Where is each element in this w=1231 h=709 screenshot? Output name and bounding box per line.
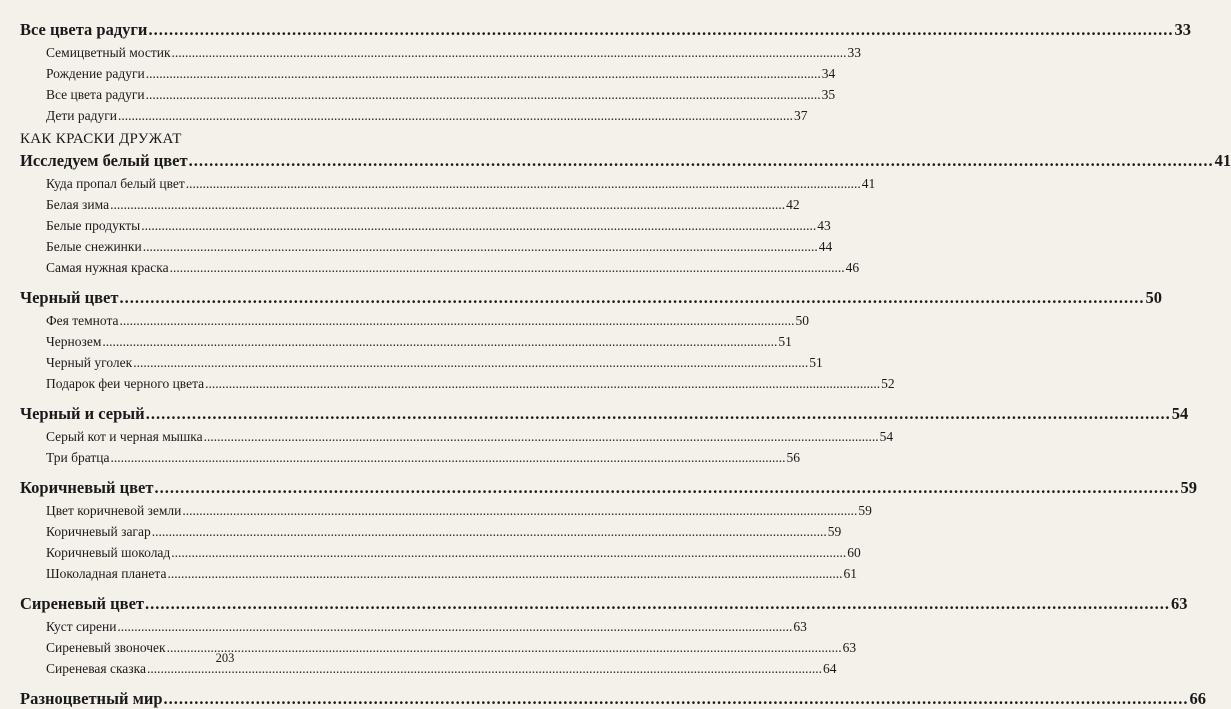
entry-title: Черный и серый — [20, 404, 145, 423]
entry-title: Чернозем — [46, 334, 102, 349]
dot-leader: ........................................................................................................................................................................................................ — [166, 640, 842, 655]
dot-leader: ........................................................................................................................................................................................................ — [185, 176, 861, 191]
entry-page-number: 63 — [793, 619, 807, 634]
entry-page-number: 54 — [879, 429, 894, 444]
entry-page-number: 66 — [1189, 689, 1207, 708]
entry-title: Самая нужная краска — [46, 260, 169, 275]
toc-sub-entry — [46, 503, 872, 519]
entry-title: Куст сирени — [46, 619, 117, 634]
toc-chapter-entry — [20, 20, 1191, 40]
entry-page-number: 63 — [1171, 594, 1188, 613]
entry-page-number: 43 — [817, 218, 831, 233]
dot-leader: ........................................................................................................................................................................................................ — [142, 239, 818, 254]
entry-title: Фея темнота — [46, 313, 119, 328]
toc-sub-entry — [46, 376, 895, 392]
entry-title: Коричневый шоколад — [46, 545, 171, 560]
entry-page-number: 59 — [827, 524, 842, 539]
dot-leader: ........................................................................................................................................................................................................ — [146, 661, 822, 676]
toc-sub-entry — [46, 313, 810, 329]
dot-leader: ........................................................................................................................................................................................................ — [133, 355, 809, 370]
entry-page-number: 42 — [786, 197, 800, 212]
toc-chapter-entry — [20, 404, 1189, 424]
dot-leader: ........................................................................................................................................................................................................ — [110, 197, 786, 212]
entry-page-number: 59 — [1180, 478, 1197, 497]
dot-leader: ........................................................................................................................................................................................................ — [171, 45, 847, 60]
entry-title: Разноцветный мир — [20, 689, 163, 708]
entry-page-number: 56 — [786, 450, 800, 465]
entry-title: Коричневый цвет — [20, 478, 154, 497]
dot-leader: ........................................................................................................................................................................................................ — [145, 66, 821, 81]
dot-leader: ........................................................................................................................................................................................................ — [205, 376, 881, 391]
toc-sub-entry — [46, 619, 807, 635]
entry-title: Семицветный мостик — [46, 45, 171, 60]
entry-title: Белые продукты — [46, 218, 141, 233]
entry-title: Шоколадная планета — [46, 566, 167, 581]
page-number: 203 — [215, 651, 235, 665]
dot-leader: ........................................................................................................................................................................................................ — [163, 689, 1189, 708]
entry-page-number: 63 — [842, 640, 857, 655]
toc-sub-entry — [46, 566, 857, 582]
entry-title: Рождение радуги — [46, 66, 145, 81]
dot-leader: ........................................................................................................................................................................................................ — [171, 545, 847, 560]
entry-page-number: 33 — [847, 45, 862, 60]
dot-leader: ........................................................................................................................................................................................................ — [154, 478, 1180, 497]
dot-leader: ........................................................................................................................................................................................................ — [119, 313, 795, 328]
toc-sub-entry — [46, 450, 800, 466]
entry-page-number: 51 — [809, 355, 823, 370]
entry-title: Исследуем белый цвет — [20, 151, 188, 170]
dot-leader: ........................................................................................................................................................................................................ — [119, 288, 1145, 307]
toc-chapter-entry — [20, 288, 1162, 308]
entry-page-number: 35 — [821, 87, 836, 102]
toc-sub-entry — [46, 429, 894, 445]
entry-title: Три братца — [46, 450, 110, 465]
toc-sub-entry — [46, 334, 792, 350]
entry-title: Сиреневый цвет — [20, 594, 145, 613]
entry-page-number: 59 — [858, 503, 872, 518]
toc-sub-entry — [46, 545, 861, 561]
toc-sub-entry — [46, 218, 831, 234]
entry-page-number: 44 — [818, 239, 833, 254]
entry-page-number: 50 — [795, 313, 810, 328]
entry-title: Черный уголек — [46, 355, 133, 370]
entry-page-number: 33 — [1174, 20, 1191, 39]
toc-sub-entry — [46, 260, 860, 276]
entry-title: Все цвета радуги — [20, 20, 148, 39]
entry-page-number: 61 — [843, 566, 857, 581]
toc-sub-entry — [46, 45, 862, 61]
entry-page-number: 46 — [845, 260, 860, 275]
entry-page-number: 51 — [778, 334, 792, 349]
entry-title: Куда пропал белый цвет — [46, 176, 185, 191]
toc-sub-entry — [46, 87, 836, 103]
dot-leader: ........................................................................................................................................................................................................ — [167, 566, 843, 581]
toc-sub-entry — [46, 239, 833, 255]
entry-page-number: 54 — [1171, 404, 1189, 423]
toc-sub-entry — [46, 524, 842, 540]
toc-sub-entry — [46, 355, 823, 371]
dot-leader: ........................................................................................................................................................................................................ — [188, 151, 1214, 170]
entry-title: Коричневый загар — [46, 524, 151, 539]
dot-leader: ........................................................................................................................................................................................................ — [203, 429, 879, 444]
entry-page-number: 41 — [1214, 151, 1231, 170]
dot-leader: ........................................................................................................................................................................................................ — [102, 334, 778, 349]
entry-page-number: 64 — [822, 661, 837, 676]
entry-title: Все цвета радуги — [46, 87, 145, 102]
dot-leader: ........................................................................................................................................................................................................ — [169, 260, 845, 275]
entry-title: Белая зима — [46, 197, 110, 212]
section-heading: КАК КРАСКИ ДРУЖАТ — [20, 131, 182, 147]
entry-page-number: 41 — [861, 176, 876, 191]
dot-leader: ........................................................................................................................................................................................................ — [151, 524, 827, 539]
entry-title: Сиреневая сказка — [46, 661, 146, 676]
toc-chapter-entry — [20, 689, 1207, 709]
toc-sub-entry — [46, 108, 808, 124]
entry-page-number: 52 — [881, 376, 895, 391]
entry-title: Сиреневый звоночек — [46, 640, 166, 655]
dot-leader: ........................................................................................................................................................................................................ — [117, 619, 793, 634]
toc-chapter-entry — [20, 594, 1188, 614]
entry-title: Белые снежинки — [46, 239, 142, 254]
entry-page-number: 50 — [1145, 288, 1162, 307]
toc-chapter-entry — [20, 478, 1197, 498]
toc-sub-entry — [46, 176, 876, 192]
toc-chapter-entry — [20, 151, 1231, 171]
dot-leader: ........................................................................................................................................................................................................ — [148, 20, 1174, 39]
dot-leader: ........................................................................................................................................................................................................ — [110, 450, 786, 465]
dot-leader: ........................................................................................................................................................................................................ — [141, 218, 817, 233]
toc-sub-entry — [46, 197, 800, 213]
entry-title: Цвет коричневой земли — [46, 503, 182, 518]
entry-page-number: 34 — [821, 66, 836, 81]
dot-leader: ........................................................................................................................................................................................................ — [145, 404, 1171, 423]
entry-title: Подарок феи черного цвета — [46, 376, 205, 391]
dot-leader: ........................................................................................................................................................................................................ — [182, 503, 858, 518]
entry-page-number: 37 — [794, 108, 808, 123]
dot-leader: ........................................................................................................................................................................................................ — [145, 594, 1171, 613]
entry-title: Серый кот и черная мышка — [46, 429, 203, 444]
dot-leader: ........................................................................................................................................................................................................ — [145, 87, 821, 102]
entry-title: Дети радуги — [46, 108, 117, 123]
toc-sub-entry — [46, 66, 836, 82]
dot-leader: ........................................................................................................................................................................................................ — [118, 108, 793, 123]
entry-page-number: 60 — [847, 545, 861, 560]
entry-title: Черный цвет — [20, 288, 119, 307]
